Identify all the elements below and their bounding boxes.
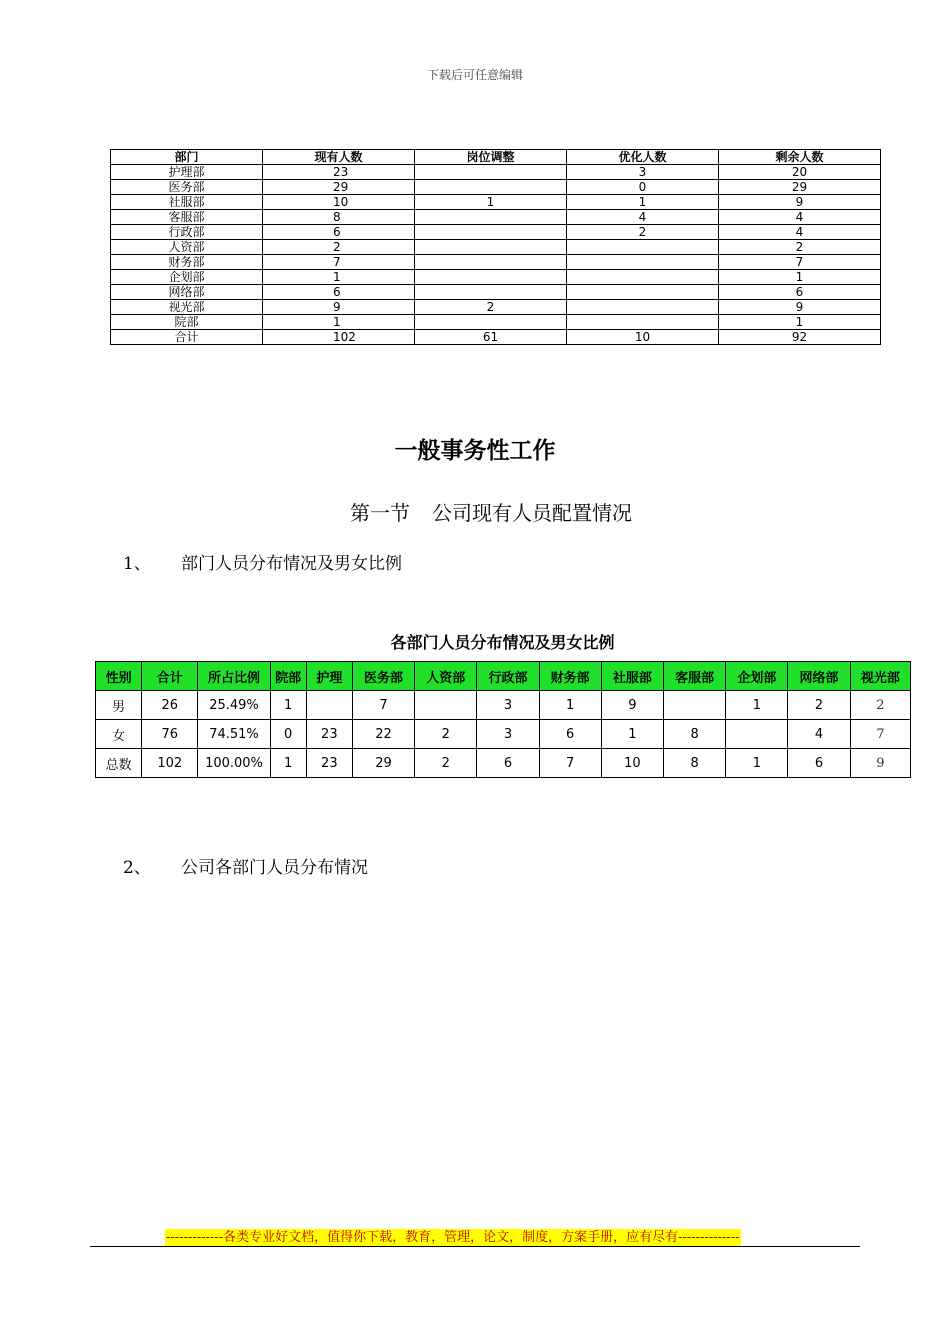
value-cell: 29 — [352, 749, 414, 778]
value-cell: 10 — [567, 330, 719, 345]
department-cell: 视光部 — [111, 300, 263, 315]
value-cell: 4 — [719, 210, 881, 225]
value-cell: 92 — [719, 330, 881, 345]
value-cell — [415, 225, 567, 240]
value-cell: 1 — [719, 270, 881, 285]
table2-header-cell: 视光部 — [850, 662, 910, 691]
value-cell: 61 — [415, 330, 567, 345]
table-row — [111, 210, 881, 225]
value-cell: 26 — [142, 691, 198, 720]
value-cell: 1 — [270, 691, 306, 720]
table2-header-cell: 财务部 — [539, 662, 601, 691]
table-row — [111, 330, 881, 345]
department-cell: 合计 — [111, 330, 263, 345]
list-item-text: 公司各部门人员分布情况 — [181, 858, 368, 878]
footer-divider — [90, 1246, 860, 1247]
list-item-number: 2、 — [123, 858, 151, 878]
table-row — [111, 255, 881, 270]
value-cell — [567, 300, 719, 315]
value-cell — [664, 691, 726, 720]
value-cell: 6 — [539, 720, 601, 749]
value-cell: 23 — [306, 720, 352, 749]
value-cell: 100.00% — [198, 749, 270, 778]
table1-header-cell: 现有人数 — [263, 150, 415, 165]
value-cell: 8 — [664, 749, 726, 778]
value-cell: 7 — [539, 749, 601, 778]
department-cell: 财务部 — [111, 255, 263, 270]
value-cell: 3 — [477, 691, 539, 720]
value-cell — [567, 255, 719, 270]
value-cell: 7 — [719, 255, 881, 270]
table-row — [111, 315, 881, 330]
table2-header-cell: 网络部 — [788, 662, 850, 691]
department-cell: 社服部 — [111, 195, 263, 210]
value-cell: 1 — [263, 270, 415, 285]
table2-header-cell: 行政部 — [477, 662, 539, 691]
subsection-label: 公司现有人员配置情况 — [432, 501, 632, 525]
value-cell: 8 — [664, 720, 726, 749]
value-cell: 2 — [415, 720, 477, 749]
value-cell: 2 — [719, 240, 881, 255]
section-title: 一般事务性工作 — [394, 437, 556, 464]
department-cell: 护理部 — [111, 165, 263, 180]
table2-header-cell: 社服部 — [601, 662, 663, 691]
table1-header-cell: 岗位调整 — [415, 150, 567, 165]
value-cell: 2 — [850, 691, 910, 720]
table1-header-cell: 剩余人数 — [719, 150, 881, 165]
value-cell: 1 — [270, 749, 306, 778]
value-cell: 6 — [719, 285, 881, 300]
value-cell: 25.49% — [198, 691, 270, 720]
value-cell: 4 — [788, 720, 850, 749]
value-cell: 2 — [415, 749, 477, 778]
value-cell: 1 — [601, 720, 663, 749]
table2-caption: 各部门人员分布情况及男女比例 — [390, 633, 615, 652]
table-row — [111, 180, 881, 195]
table1-header-cell: 部门 — [111, 150, 263, 165]
value-cell: 0 — [270, 720, 306, 749]
value-cell — [567, 240, 719, 255]
value-cell — [306, 691, 352, 720]
footer-banner: -------------各类专业好文档，值得你下载，教育，管理，论文，制度，方案手册，应有尽有-------------- — [166, 1230, 740, 1245]
value-cell: 29 — [719, 180, 881, 195]
list-item-number: 1、 — [123, 554, 151, 574]
value-cell — [567, 315, 719, 330]
table-row — [111, 270, 881, 285]
department-cell: 企划部 — [111, 270, 263, 285]
value-cell: 3 — [477, 720, 539, 749]
table1-header-row — [111, 150, 881, 165]
value-cell — [415, 180, 567, 195]
table2-header-cell: 合计 — [142, 662, 198, 691]
value-cell: 1 — [726, 691, 788, 720]
table2-header-cell: 人资部 — [415, 662, 477, 691]
header-note: 下载后可任意编辑 — [426, 68, 523, 82]
subsection-number: 第一节 — [350, 501, 410, 525]
value-cell: 76 — [142, 720, 198, 749]
table2-header-cell: 企划部 — [726, 662, 788, 691]
table-row — [111, 240, 881, 255]
gender-cell: 男 — [96, 691, 142, 720]
value-cell: 3 — [567, 165, 719, 180]
value-cell: 1 — [415, 195, 567, 210]
value-cell — [726, 720, 788, 749]
table-row — [96, 691, 911, 720]
value-cell: 7 — [850, 720, 910, 749]
table1-header-cell: 优化人数 — [567, 150, 719, 165]
table-row — [111, 300, 881, 315]
table2-header-row — [96, 662, 911, 691]
value-cell — [415, 210, 567, 225]
value-cell: 10 — [601, 749, 663, 778]
value-cell: 1 — [263, 315, 415, 330]
value-cell: 1 — [539, 691, 601, 720]
value-cell — [567, 285, 719, 300]
value-cell — [415, 255, 567, 270]
table-row — [96, 720, 911, 749]
value-cell: 6 — [263, 225, 415, 240]
value-cell: 2 — [263, 240, 415, 255]
department-adjustment-table — [110, 149, 881, 345]
table2-header-cell: 客服部 — [664, 662, 726, 691]
value-cell: 1 — [719, 315, 881, 330]
table-row — [111, 285, 881, 300]
value-cell: 4 — [567, 210, 719, 225]
department-cell: 行政部 — [111, 225, 263, 240]
value-cell: 9 — [850, 749, 910, 778]
value-cell — [567, 270, 719, 285]
value-cell: 2 — [415, 300, 567, 315]
value-cell: 9 — [601, 691, 663, 720]
value-cell: 20 — [719, 165, 881, 180]
value-cell — [415, 691, 477, 720]
value-cell — [415, 240, 567, 255]
value-cell: 23 — [263, 165, 415, 180]
value-cell: 22 — [352, 720, 414, 749]
value-cell — [415, 315, 567, 330]
table-row — [111, 225, 881, 240]
department-cell: 人资部 — [111, 240, 263, 255]
value-cell: 102 — [142, 749, 198, 778]
value-cell — [415, 285, 567, 300]
table2-header-cell: 性别 — [96, 662, 142, 691]
subsection-title — [0, 497, 950, 526]
department-cell: 院部 — [111, 315, 263, 330]
value-cell: 2 — [567, 225, 719, 240]
value-cell: 7 — [352, 691, 414, 720]
value-cell: 74.51% — [198, 720, 270, 749]
value-cell: 4 — [719, 225, 881, 240]
value-cell: 102 — [263, 330, 415, 345]
table2-header-cell: 院部 — [270, 662, 306, 691]
value-cell: 0 — [567, 180, 719, 195]
list-item-text: 部门人员分布情况及男女比例 — [181, 554, 402, 574]
table2-header-cell: 医务部 — [352, 662, 414, 691]
list-item-2 — [123, 853, 368, 878]
value-cell: 7 — [263, 255, 415, 270]
value-cell: 1 — [567, 195, 719, 210]
table-row — [111, 195, 881, 210]
value-cell: 9 — [719, 195, 881, 210]
value-cell — [415, 165, 567, 180]
department-cell: 客服部 — [111, 210, 263, 225]
list-item-1 — [123, 549, 402, 574]
table2-header-cell: 所占比例 — [198, 662, 270, 691]
value-cell: 6 — [477, 749, 539, 778]
value-cell: 9 — [719, 300, 881, 315]
value-cell — [415, 270, 567, 285]
value-cell: 29 — [263, 180, 415, 195]
value-cell: 23 — [306, 749, 352, 778]
department-cell: 网络部 — [111, 285, 263, 300]
value-cell: 9 — [263, 300, 415, 315]
value-cell: 2 — [788, 691, 850, 720]
gender-cell: 女 — [96, 720, 142, 749]
table2-header-cell: 护理 — [306, 662, 352, 691]
table-row — [96, 749, 911, 778]
value-cell: 6 — [263, 285, 415, 300]
department-cell: 医务部 — [111, 180, 263, 195]
value-cell: 6 — [788, 749, 850, 778]
gender-cell: 总数 — [96, 749, 142, 778]
value-cell: 8 — [263, 210, 415, 225]
gender-distribution-table — [95, 661, 911, 778]
table-row — [111, 165, 881, 180]
value-cell: 1 — [726, 749, 788, 778]
value-cell: 10 — [263, 195, 415, 210]
